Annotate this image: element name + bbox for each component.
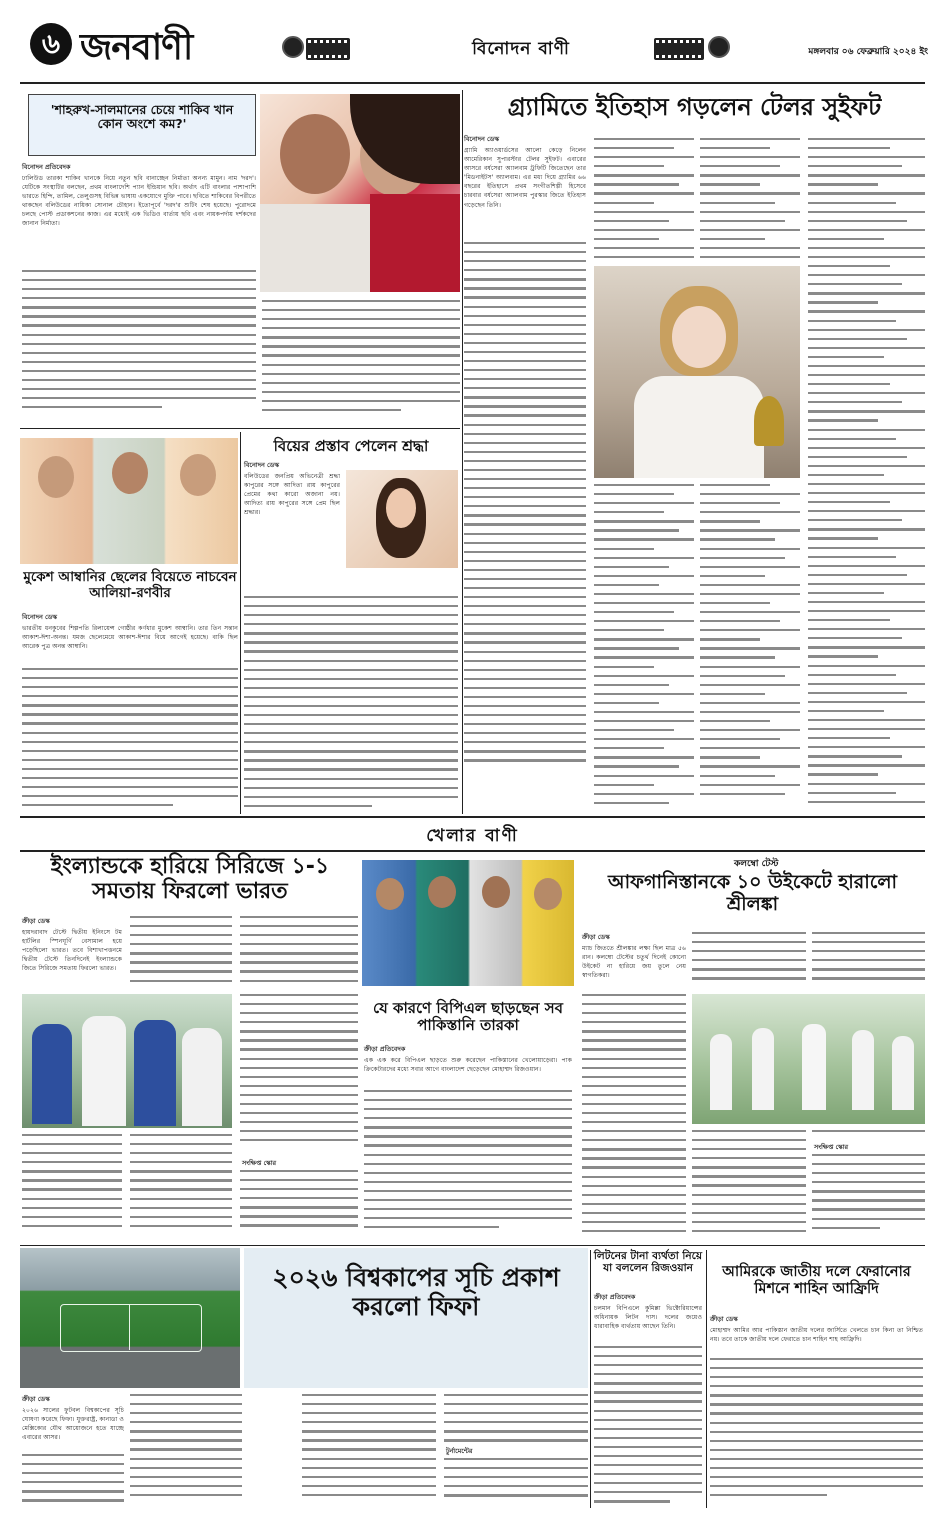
headline: ইংল্যান্ডকে হারিয়ে সিরিজে ১-১ সমতায় ফিরলো ভারত: [50, 854, 330, 905]
photo-pakistani-players: [362, 860, 574, 986]
headline-box: [244, 1248, 588, 1388]
body-text-lines: [364, 1090, 572, 1240]
body-text-lines: [812, 1130, 925, 1140]
scorecard-lines: [240, 1170, 358, 1240]
article-body: এক এক করে বিপিএল ছাড়তে শুরু করেছেন পাকিস্তানের খেলোয়াড়েরা। পাক ক্রিকেটারদের মধ্যে সবার আগে বাংলাদেশ ছেড়েছেন মোহাম্মদ রিজওয়ান।: [364, 1057, 572, 1074]
section-title: বিনোদন বাণী: [472, 39, 570, 59]
article-body: ২০২৬ সালের ফুটবল বিশ্বকাপের সূচি ঘোষণা করেছে ফিফা। যুক্তরাষ্ট্র, কানাডা ও মেক্সিকোর যৌথ আয়োজনে হতে যাচ্ছে এবারের আসর।: [22, 1407, 124, 1442]
winners-list: [594, 484, 694, 814]
sports-section-title: খেলার বাণী: [426, 826, 519, 846]
film-reel-icon: [282, 36, 304, 58]
byline: বিনোদন ডেস্ক: [464, 135, 499, 143]
winners-list: [808, 138, 925, 814]
body-text-lines: [812, 932, 925, 990]
article-shraddha: [242, 434, 460, 818]
column-divider: [590, 1250, 591, 1508]
column-divider: [462, 90, 463, 814]
body-text-lines: [240, 994, 358, 1154]
article-worldcup: [20, 1248, 588, 1510]
film-strip-icon: [306, 38, 350, 60]
article-body: মোহাম্মদ আমির আর পাকিস্তান জাতীয় দলের জার্সিতে খেলতে চান কিনা তা নিশ্চিত নয়। তবে তাকে জাতীয় দলে ফেরাতে চান শাহিন শাহ আফ্রিদি।: [710, 1327, 923, 1344]
kicker: কলম্বো টেস্ট: [734, 859, 779, 869]
article-shaheen: [708, 1248, 925, 1510]
page-number: ৬: [41, 27, 61, 60]
body-text-lines: [22, 270, 256, 420]
byline: বিনোদন ডেস্ক: [244, 461, 279, 469]
byline: ক্রীড়া ডেস্ক: [582, 933, 610, 941]
headline: 'শাহরুখ-সালমানের চেয়ে শাকিব খান কোন অংশে কম?': [50, 102, 234, 132]
headline: যে কারণে বিপিএল ছাড়ছেন সব পাকিস্তানি তারকা: [373, 999, 563, 1035]
column-divider: [706, 1250, 707, 1508]
body-text-lines: [464, 242, 586, 762]
article-body: চলমান বিপিএলে কুমিল্লা ভিক্টোরিয়ান্সের অধিনায়ক লিটন দাস। দলের জয়েও ধারাবাহিক ব্যর্থতায় আছেন তিনি।: [594, 1305, 702, 1331]
photo-srilanka-celebration: [692, 994, 925, 1124]
article-taylor: [464, 88, 925, 818]
winners-list: [594, 138, 694, 268]
body-text-lines: [244, 596, 458, 814]
article-body: ম্যাচ জিততে শ্রীলঙ্কার লক্ষ্য ছিল মাত্র ৫৬ রান। কলম্বো টেস্টের চতুর্থ দিনেই কোনো উইকেট না হারিয়ে জয় তুলে নেয় স্বাগতিকরা।: [582, 945, 686, 980]
body-text-lines: [130, 1134, 232, 1240]
article-shahrukh: [20, 88, 460, 426]
winners-list: [700, 138, 800, 268]
photo-taylor-swift: [594, 266, 800, 478]
body-text-lines: [22, 668, 238, 814]
article-body: ঢালিউড তারকা শাকিব খানকে নিয়ে নতুন ছবি বানাচ্ছেন নির্মাতা অনন্য মামুন। নাম 'দরদ'। যেটিকে সংস্থাটির বলছেন, প্রথম বাংলাদেশি প্যান ইন্ডিয়ান ছবি। অর্থাৎ এটি বাংলার পাশাপাশি ভারতে হিন্দি, তামিল, তেলুগুসহ বিভিন্ন ভাষায় একযোগে মুক্তি পাবে। ছবিতে শাকিবের বিপরীতে থাকছেন বলিউডের নায়িকা সোনাল চৌহান। ইতোপূর্বে 'দরদ'র শুটিং শেষ হয়েছে। পুরোদমে চলছে পোস্ট প্রডাকশনের কাজ। এর মধ্যেই এক ভিডিও বার্তায় ছবি এবং নায়কপর্দায় দর্শকদের জানান নির্মাতা।: [22, 175, 256, 228]
article-body: বলিউডের জনপ্রিয় অভিনেত্রী শ্রদ্ধা কাপুরের সঙ্গে আদিত্য রায় কাপুরের প্রেমের কথা কারো অজানা নয়। আদিত্য রায় কাপুরের সঙ্গে প্রেম ছিল শ্রদ্ধার।: [244, 473, 340, 517]
body-text-lines: [240, 916, 358, 990]
headline: মুকেশ আম্বানির ছেলের বিয়েতে নাচবেন আলিয়া-রণবীর: [23, 569, 237, 601]
body-text-lines: [22, 1454, 124, 1508]
headline-box: [28, 94, 256, 156]
winners-list: [700, 484, 800, 814]
byline: ক্রীড়া ডেস্ক: [22, 1395, 50, 1403]
body-text-lines: [692, 1130, 806, 1240]
article-body: গ্র্যামি অ্যাওয়ার্ডসের আলো কেড়ে নিলেন আমেরিকান সুপারস্টার টেলর সুইফট। এবারের আসরে বর্ষসেরা অ্যালবাম ট্রফিটি জিতেছেন তার 'মিডনাইটস' অ্যালবাম। এর মধ্য দিয়ে গ্র্যামির ৬৬ বছরের ইতিহাসে প্রথম সংগীতশিল্পী হিসেবে চারবার বর্ষসেরা অ্যালবাম পুরস্কার জিতে ইতিহাস গড়েছেন তিনি।: [464, 147, 586, 209]
headline: ২০২৬ বিশ্বকাপের সূচি প্রকাশ করলো ফিফা: [272, 1263, 560, 1321]
body-text-lines: [130, 1394, 242, 1508]
scorecard-title: সংক্ষিপ্ত স্কোর: [242, 1159, 277, 1167]
page-number-badge: [30, 23, 72, 65]
body-text-lines: [22, 1134, 122, 1240]
photo-shraddha: [346, 470, 458, 568]
byline: ক্রীড়া প্রতিবেদক: [364, 1045, 406, 1053]
scorecard-lines: [812, 1154, 925, 1240]
column-divider: [20, 1245, 925, 1246]
article-india-england: [20, 852, 360, 1244]
scorecard-title: সংক্ষিপ্ত স্কোর: [814, 1143, 849, 1151]
article-afghan-srilanka: [580, 852, 925, 1244]
subhead: টুর্নামেন্টের: [446, 1447, 473, 1455]
photo-stadium: [20, 1248, 240, 1388]
article-mukesh: [20, 434, 240, 818]
body-text-lines: [262, 300, 460, 420]
body-text-lines: [582, 994, 686, 1240]
photo-alia-ranbir: [20, 438, 238, 564]
issue-date: মঙ্গলবার ০৬ ফেব্রুয়ারি ২০২৪ ইং: [808, 47, 928, 57]
article-body: ভারতীয় ধনকুবের শিল্পপতি রিলায়েন্স গোষ্ঠীর কর্ণধার মুকেশ আম্বানি। তার তিন সন্তান আকাশ-ঈশা-অনন্ত। যমজ ছেলেমেয়ে আকাশ-ঈশার বিয়ে আগেই হয়েছে। বাকি ছিল আরেক পুত্র অনন্ত আম্বানি।: [22, 625, 238, 651]
headline: আফগানিস্তানকে ১০ উইকেটে হারালো শ্রীলঙ্কা: [607, 871, 898, 915]
headline: আমিরকে জাতীয় দলে ফেরানোর মিশনে শাহিন আফ্রিদি: [722, 1264, 911, 1297]
body-text-lines: [692, 932, 806, 990]
masthead-logo: জনবাণী: [80, 27, 193, 68]
byline: ক্রীড়া প্রতিবেদক: [594, 1293, 636, 1301]
article-body: হায়দরাবাদ টেস্টে দ্বিতীয় ইনিংসে টম হার্টলির স্পিনঘূর্ণি বেসামাল হয়ে পড়েছিলো ভারত। তবে বিশাখাপত্তনমে দ্বিতীয় টেস্টে তিনদিনেই ইংল্যান্ডকে জিতে সিরিজে সমতায় ফিরলো ভারত।: [22, 929, 122, 973]
body-text-lines: [302, 1394, 436, 1508]
body-text-lines: [710, 1358, 923, 1508]
photo-shakib-couple: [260, 94, 460, 292]
masthead-divider: [20, 82, 925, 84]
body-text-lines: [130, 916, 232, 990]
masthead: [20, 14, 928, 78]
article-liton: [592, 1248, 704, 1510]
body-text-lines: [444, 1394, 588, 1446]
body-text-lines: [594, 1346, 702, 1508]
headline: লিটনের টানা ব্যর্থতা নিয়ে যা বললেন রিজওয়ান: [593, 1250, 703, 1275]
sports-section-banner: [20, 816, 925, 852]
film-reel-icon: [708, 36, 730, 58]
headline: বিয়ের প্রস্তাব পেলেন শ্রদ্ধা: [273, 437, 429, 455]
headline: গ্র্যামিতে ইতিহাস গড়লেন টেলর সুইফট: [507, 93, 882, 121]
column-divider: [240, 432, 241, 814]
column-divider: [20, 428, 460, 429]
byline: ক্রীড়া ডেস্ক: [710, 1315, 738, 1323]
body-text-lines: [444, 1458, 588, 1508]
byline: বিনোদন প্রতিবেদক: [22, 163, 71, 171]
byline: ক্রীড়া ডেস্ক: [22, 917, 50, 925]
photo-india-celebration: [22, 994, 232, 1128]
byline: বিনোদন ডেস্ক: [22, 613, 57, 621]
film-strip-icon: [654, 38, 704, 60]
